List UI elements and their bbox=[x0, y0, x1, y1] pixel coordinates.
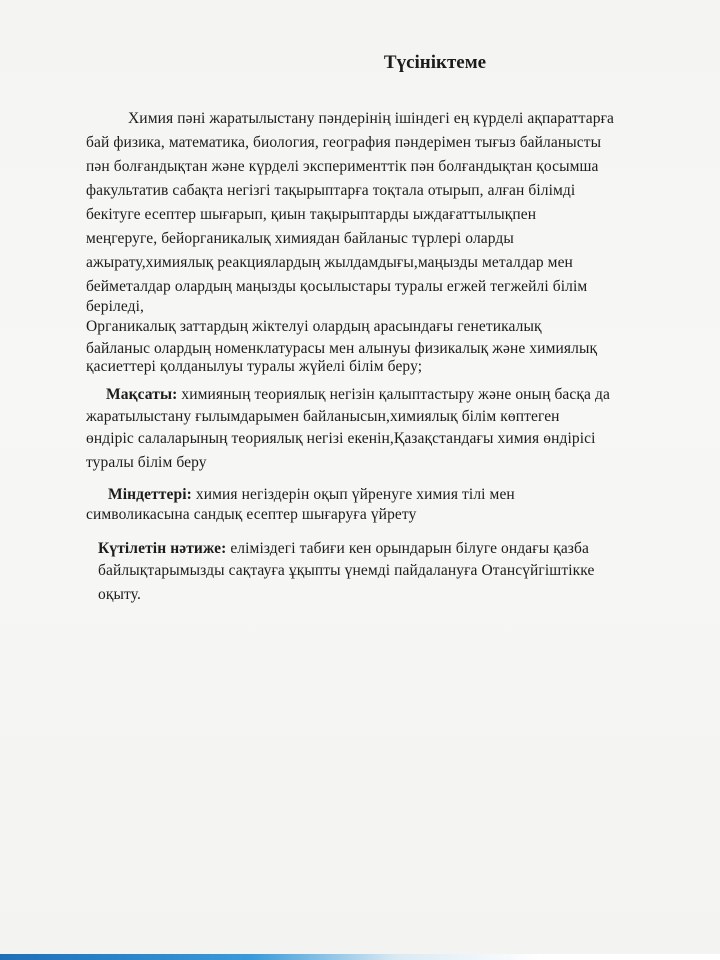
intro-line: факультатив сабақта негізгі тақырыптарға тоқтала отырып, алған білімді bbox=[86, 182, 576, 199]
intro-line: Химия пәні жаратылыстану пәндерінің ішіндегі ең күрделі ақпараттарға bbox=[128, 110, 615, 127]
aim-line: жаратылыстану ғылымдарымен байланысын,химиялық білім көптеген bbox=[86, 408, 560, 425]
page-title: Түсініктеме bbox=[383, 52, 487, 73]
result-text: еліміздегі табиғи кен орындарын білуге ондағы қазба bbox=[226, 540, 589, 557]
intro-line: байланыс олардың номенклатурасы мен алынуы физикалық және химиялық bbox=[86, 340, 598, 357]
intro-line: беріледі, bbox=[86, 298, 144, 315]
aim-label: Мақсаты: bbox=[106, 386, 178, 403]
aim-text: химияның теориялық негізін қалыптастыру және оның басқа да bbox=[177, 386, 610, 403]
intro-line: Органикалық заттардың жіктелуі олардың арасындағы генетикалық bbox=[86, 318, 542, 335]
intro-line: пән болғандықтан және күрделі эксперименттік пән болғандықтан қосымша bbox=[86, 158, 599, 175]
intro-line: бай физика, математика, биология, география пәндерімен тығыз байланысты bbox=[86, 134, 602, 151]
tasks-line: символикасына сандық есептер шығаруға үйрету bbox=[86, 506, 417, 523]
intro-line: бейметалдар олардың маңызды қосылыстары туралы егжей тегжейлі білім bbox=[86, 278, 588, 295]
aim-line: туралы білім беру bbox=[86, 454, 207, 471]
intro-line: ажырату,химиялық реакциялардың жылдамдығы,маңызды металдар мен bbox=[86, 254, 573, 271]
result-first-line bbox=[98, 540, 589, 558]
intro-line: бекітуге есептер шығарып, қиын тақырыптарды ыждағаттылықпен bbox=[86, 206, 537, 223]
intro-line: қасиеттері қолданылуы туралы жүйелі білім беру; bbox=[86, 358, 423, 375]
intro-line: меңгеруге, бейорганикалық химиядан байланыс түрлері оларды bbox=[86, 230, 514, 247]
bottom-accent-bar bbox=[0, 954, 720, 960]
tasks-label: Міндеттері: bbox=[108, 486, 192, 503]
result-label: Күтілетін нәтиже: bbox=[98, 540, 227, 557]
tasks-first-line bbox=[108, 486, 515, 504]
aim-first-line bbox=[106, 386, 610, 404]
result-line: оқыту. bbox=[98, 586, 141, 603]
tasks-text: химия негіздерін оқып үйренуге химия тілі мен bbox=[191, 486, 515, 503]
aim-line: өндіріс салаларының теориялық негізі екенін,Қазақстандағы химия өндірісі bbox=[86, 430, 596, 447]
result-line: байлықтарымызды сақтауға ұқыпты үнемді пайдалануға Отансүйгіштікке bbox=[98, 562, 595, 579]
